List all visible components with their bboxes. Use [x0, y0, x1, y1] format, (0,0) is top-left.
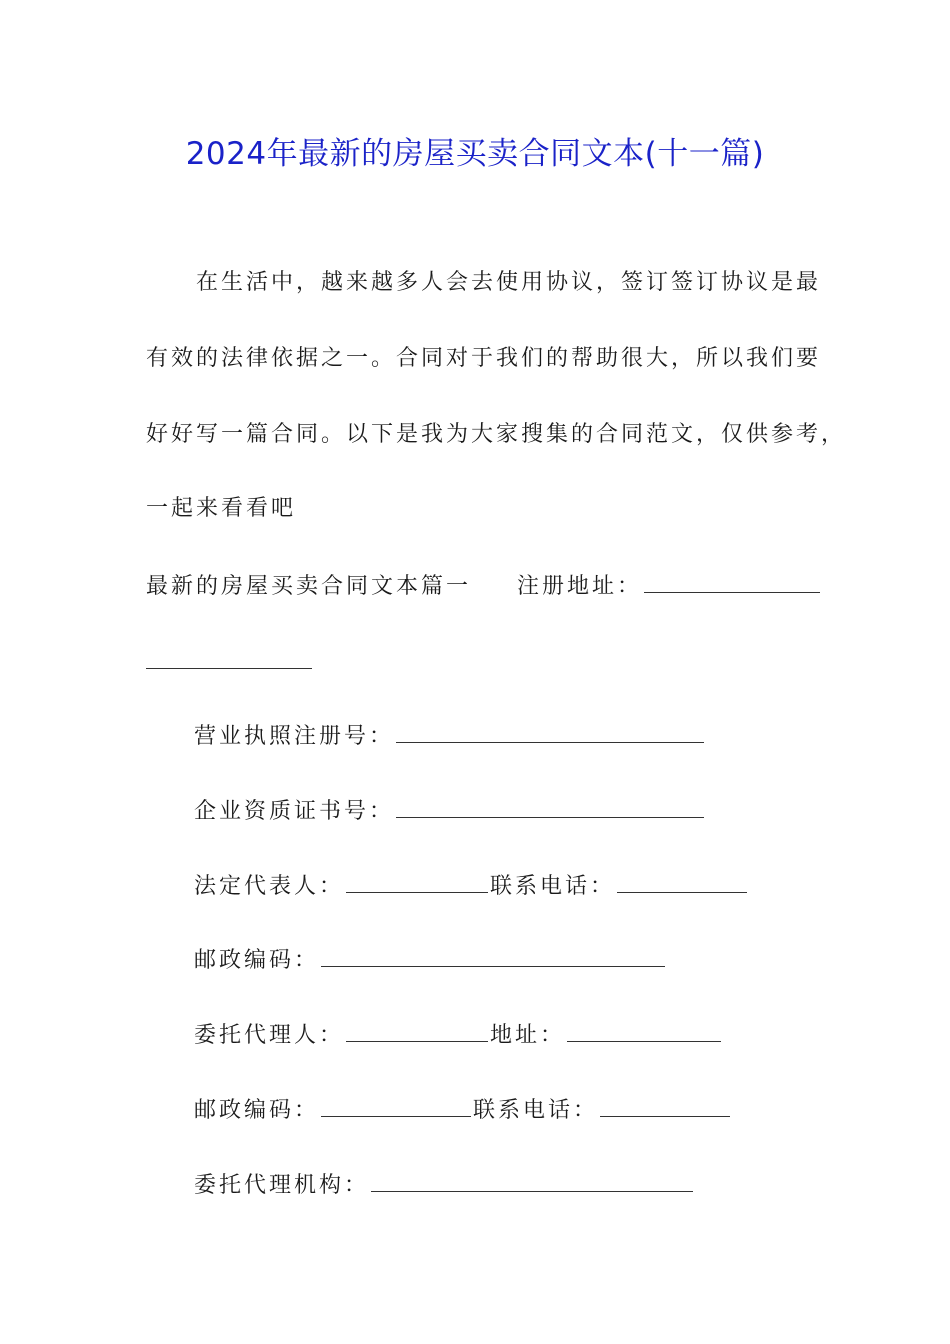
registered-address-blank [644, 570, 820, 593]
legal-rep-label: 法定代表人： [194, 874, 345, 899]
postcode-2-label: 邮政编码： [194, 1098, 320, 1123]
phone-2-blank [600, 1094, 730, 1117]
qualification-line [194, 795, 706, 827]
phone-1-blank [617, 870, 747, 893]
qualification-blank [396, 795, 704, 818]
agent-line [194, 1019, 723, 1051]
section-heading: 最新的房屋买卖合同文本篇一 [146, 574, 472, 599]
agent-label: 委托代理人： [194, 1023, 345, 1048]
intro-line-3: 好好写一篇合同。以下是我为大家搜集的合同范文，仅供参考， [146, 422, 847, 447]
agency-label: 委托代理机构： [194, 1173, 370, 1198]
postcode-1-line [194, 944, 667, 976]
agency-blank [371, 1169, 693, 1192]
intro-line-1: 在生活中，越来越多人会去使用协议，签订签订协议是最 [196, 270, 822, 295]
address-blank [567, 1019, 721, 1042]
address-label: 地址： [490, 1023, 566, 1048]
agent-blank [346, 1019, 488, 1042]
business-license-label: 营业执照注册号： [194, 724, 395, 749]
intro-line-4: 一起来看看吧 [146, 496, 297, 521]
postcode-2-line [194, 1094, 732, 1126]
phone-2-label: 联系电话： [473, 1098, 599, 1123]
intro-line-2: 有效的法律依据之一。合同对于我们的帮助很大，所以我们要 [146, 346, 822, 371]
business-license-line [194, 720, 706, 752]
document-title: 2024年最新的房屋买卖合同文本(十一篇) [185, 136, 765, 172]
postcode-2-blank [321, 1094, 471, 1117]
postcode-1-label: 邮政编码： [194, 948, 320, 973]
registered-address-label: 注册地址： [517, 574, 643, 599]
agency-line [194, 1169, 695, 1201]
business-license-blank [396, 720, 704, 743]
qualification-label: 企业资质证书号： [194, 799, 395, 824]
section-heading-line [146, 570, 822, 602]
phone-1-label: 联系电话： [490, 874, 616, 899]
registered-address-blank-continued [146, 667, 312, 669]
postcode-1-blank [321, 944, 665, 967]
legal-rep-blank [346, 870, 488, 893]
legal-rep-line [194, 870, 749, 902]
